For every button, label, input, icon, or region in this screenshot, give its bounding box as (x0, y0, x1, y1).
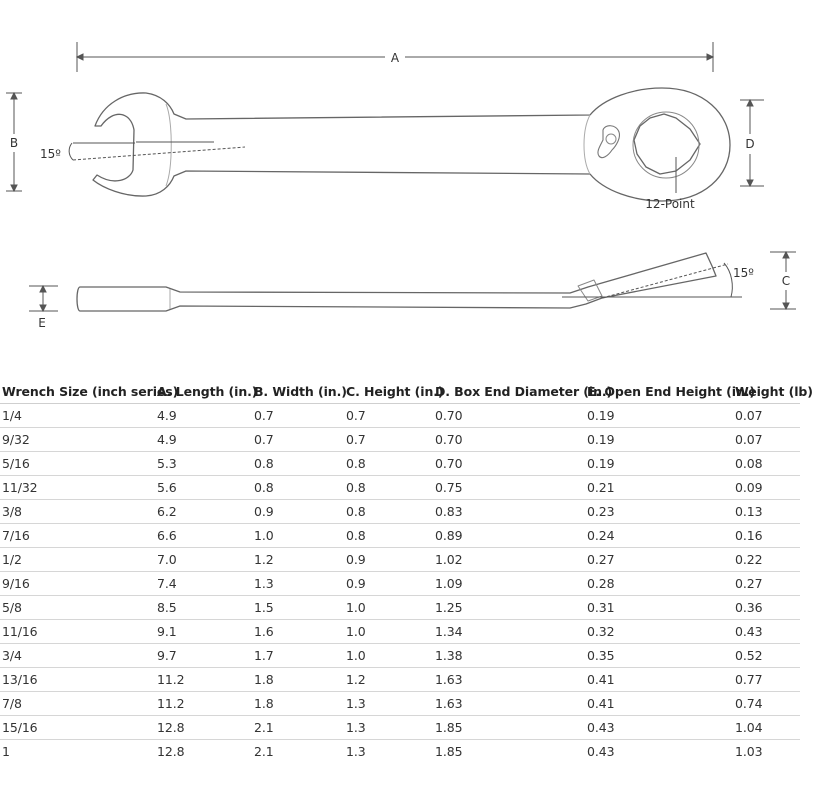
cell-box-diameter: 1.02 (433, 548, 585, 572)
cell-weight: 0.08 (733, 452, 800, 476)
cell-open-end-height: 0.32 (585, 620, 733, 644)
cell-width: 1.8 (252, 668, 344, 692)
label-a: A (390, 51, 400, 65)
table-row (0, 548, 800, 572)
cell-size: 7/8 (0, 692, 155, 716)
cell-open-end-height: 0.19 (585, 404, 733, 428)
cell-height: 0.7 (344, 404, 433, 428)
cell-weight: 0.13 (733, 500, 800, 524)
header-row (0, 379, 800, 404)
cell-open-end-height: 0.31 (585, 596, 733, 620)
cell-size: 3/8 (0, 500, 155, 524)
cell-box-diameter: 1.63 (433, 692, 585, 716)
table-row (0, 428, 800, 452)
cell-size: 15/16 (0, 716, 155, 740)
table-row (0, 500, 800, 524)
cell-height: 0.7 (344, 428, 433, 452)
cell-length: 6.2 (155, 500, 252, 524)
cell-weight: 0.09 (733, 476, 800, 500)
cell-open-end-height: 0.28 (585, 572, 733, 596)
wrench-top-view (93, 88, 730, 201)
cell-box-diameter: 0.89 (433, 524, 585, 548)
cell-size: 5/16 (0, 452, 155, 476)
cell-weight: 0.07 (733, 428, 800, 452)
table-body (0, 404, 800, 764)
cell-open-end-height: 0.35 (585, 644, 733, 668)
label-b: B (9, 136, 19, 150)
cell-box-diameter: 0.70 (433, 404, 585, 428)
cell-width: 0.7 (252, 404, 344, 428)
cell-width: 1.8 (252, 692, 344, 716)
cell-length: 11.2 (155, 692, 252, 716)
open-end-angle-indicator (69, 143, 245, 160)
cell-length: 9.1 (155, 620, 252, 644)
table-row (0, 452, 800, 476)
col-header-height: C. Height (in.) (344, 379, 433, 404)
label-d: D (745, 137, 755, 151)
cell-box-diameter: 1.85 (433, 716, 585, 740)
cell-open-end-height: 0.41 (585, 668, 733, 692)
cell-box-diameter: 1.38 (433, 644, 585, 668)
cell-size: 9/32 (0, 428, 155, 452)
label-e: E (38, 316, 46, 330)
cell-length: 12.8 (155, 716, 252, 740)
cell-height: 0.8 (344, 452, 433, 476)
col-header-length: A. Length (in.) (155, 379, 252, 404)
wrench-side-view (77, 253, 716, 311)
cell-weight: 0.22 (733, 548, 800, 572)
cell-open-end-height: 0.27 (585, 548, 733, 572)
table-row (0, 740, 800, 764)
cell-width: 0.8 (252, 476, 344, 500)
cell-height: 0.8 (344, 524, 433, 548)
wrench-dimension-diagram (0, 0, 800, 370)
cell-length: 4.9 (155, 404, 252, 428)
cell-weight: 0.43 (733, 620, 800, 644)
cell-open-end-height: 0.43 (587, 744, 615, 759)
cell-width: 1.6 (252, 620, 344, 644)
cell-width: 1.3 (252, 572, 344, 596)
cell-height: 0.9 (344, 572, 433, 596)
cell-size: 13/16 (0, 668, 155, 692)
cell-length: 12.8 (157, 744, 185, 759)
cell-box-diameter: 0.75 (433, 476, 585, 500)
wrench-specs-table (0, 379, 813, 763)
col-header-size: Wrench Size (inch series) (0, 379, 155, 404)
cell-weight: 0.36 (733, 596, 800, 620)
cell-width: 1.2 (252, 548, 344, 572)
label-open-angle: 15º (40, 147, 61, 161)
table-row (0, 572, 800, 596)
cell-weight: 0.16 (733, 524, 800, 548)
cell-length: 11.2 (155, 668, 252, 692)
cell-weight: 0.77 (733, 668, 800, 692)
cell-height: 0.8 (344, 476, 433, 500)
cell-length: 7.4 (155, 572, 252, 596)
cell-width: 1.0 (252, 524, 344, 548)
cell-height: 1.3 (346, 744, 366, 759)
cell-open-end-height: 0.24 (585, 524, 733, 548)
cell-length: 6.6 (155, 524, 252, 548)
col-header-width: B. Width (in.) (252, 379, 344, 404)
cell-weight: 0.52 (733, 644, 800, 668)
table-row (0, 716, 800, 740)
cell-size: 7/16 (0, 524, 155, 548)
cell-size: 5/8 (0, 596, 155, 620)
cell-size: 11/32 (0, 476, 155, 500)
cell-length: 7.0 (155, 548, 252, 572)
cell-weight: 1.04 (733, 716, 800, 740)
cell-length: 8.5 (155, 596, 252, 620)
cell-box-diameter: 1.85 (435, 744, 463, 759)
label-12-point: 12-Point (645, 197, 695, 211)
table-row (0, 668, 800, 692)
cell-open-end-height: 0.41 (585, 692, 733, 716)
cell-open-end-height: 0.19 (585, 428, 733, 452)
table-row (0, 404, 800, 428)
cell-weight: 0.74 (733, 692, 800, 716)
cell-width: 2.1 (254, 744, 274, 759)
cell-length: 5.6 (155, 476, 252, 500)
table-row (0, 644, 800, 668)
cell-size: 11/16 (0, 620, 155, 644)
cell-height: 1.0 (344, 644, 433, 668)
cell-height: 1.0 (344, 620, 433, 644)
cell-size: 9/16 (0, 572, 155, 596)
cell-box-diameter: 1.25 (433, 596, 585, 620)
cell-size: 1 (2, 744, 10, 759)
cell-open-end-height: 0.23 (585, 500, 733, 524)
cell-width: 1.7 (252, 644, 344, 668)
cell-box-diameter: 0.83 (433, 500, 585, 524)
cell-size: 1/2 (0, 548, 155, 572)
cell-length: 5.3 (155, 452, 252, 476)
table-header (0, 379, 813, 404)
col-header-box-diameter: D. Box End Diameter (in.) (433, 379, 585, 404)
cell-box-diameter: 0.70 (433, 452, 585, 476)
cell-width: 0.9 (252, 500, 344, 524)
cell-height: 1.2 (344, 668, 433, 692)
label-c: C (781, 274, 791, 288)
cell-width: 0.7 (252, 428, 344, 452)
label-offset-angle: 15º (733, 266, 754, 280)
cell-width: 1.5 (252, 596, 344, 620)
col-header-weight: Weight (lb) (733, 379, 800, 404)
cell-weight: 1.03 (735, 744, 763, 759)
cell-width: 2.1 (252, 716, 344, 740)
cell-open-end-height: 0.21 (585, 476, 733, 500)
table-row (0, 692, 800, 716)
table-row (0, 596, 800, 620)
cell-length: 9.7 (155, 644, 252, 668)
col-header-open-end-height: E. Open End Height (in.) (585, 379, 733, 404)
table-row (0, 620, 800, 644)
cell-open-end-height: 0.43 (585, 716, 733, 740)
table-row (0, 476, 800, 500)
cell-box-diameter: 1.34 (433, 620, 585, 644)
cell-length: 4.9 (155, 428, 252, 452)
cell-box-diameter: 1.09 (433, 572, 585, 596)
cell-weight: 0.27 (733, 572, 800, 596)
cell-height: 1.3 (344, 692, 433, 716)
cell-size: 1/4 (0, 404, 155, 428)
cell-open-end-height: 0.19 (585, 452, 733, 476)
dimension-e (29, 286, 58, 311)
cell-height: 1.3 (344, 716, 433, 740)
cell-height: 0.8 (344, 500, 433, 524)
cell-width: 0.8 (252, 452, 344, 476)
cell-box-diameter: 1.63 (433, 668, 585, 692)
cell-box-diameter: 0.70 (433, 428, 585, 452)
cell-height: 1.0 (344, 596, 433, 620)
cell-weight: 0.07 (733, 404, 800, 428)
cell-size: 3/4 (0, 644, 155, 668)
cell-height: 0.9 (344, 548, 433, 572)
table-row (0, 524, 800, 548)
